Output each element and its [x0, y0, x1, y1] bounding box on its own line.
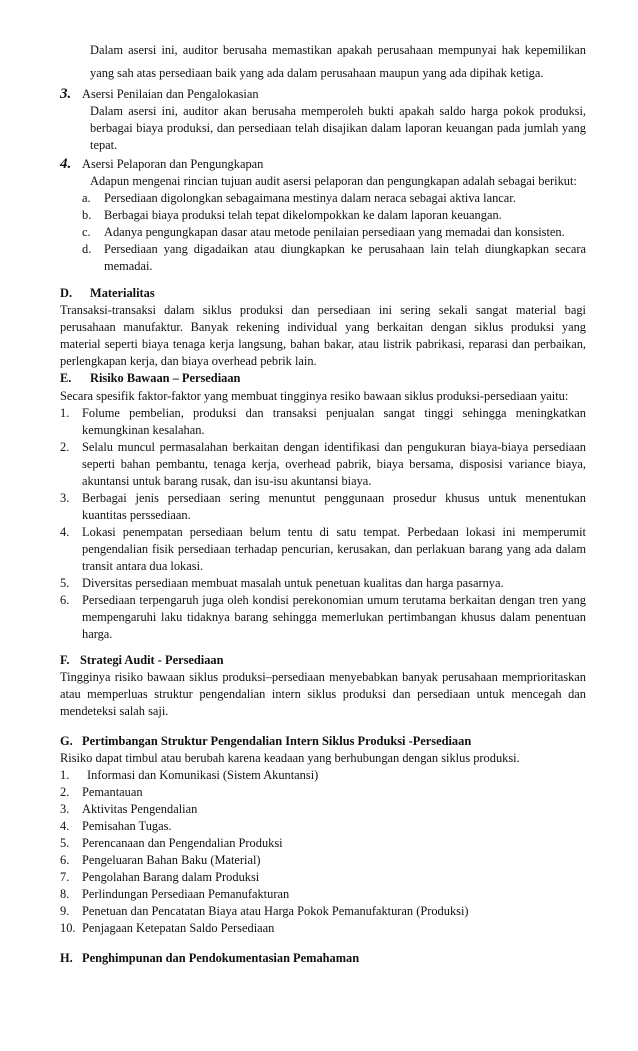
list-number: 1. [60, 768, 70, 782]
list-number: 6. [60, 593, 70, 607]
list-item-line: harga. [82, 627, 113, 641]
list-number: 7. [60, 870, 70, 884]
list-item: Perencanaan dan Pengendalian Produksi [82, 836, 283, 850]
paragraph-line: atau memperluas struktur pengendalian intern siklus produksi dan persediaan untuk mencegah dan [60, 687, 586, 701]
item-body-line: berbagai biaya produksi, dan persediaan telah disajikan dalam laporan keuangan pada jumlah yang [90, 121, 586, 135]
list-number: 8. [60, 887, 70, 901]
paragraph-line: mendeteksi salah saji. [60, 704, 169, 718]
list-number: 9. [60, 904, 70, 918]
item-body-line: Adapun mengenai rincian tujuan audit asersi pelaporan dan pengungkapan adalah sebagai berikut: [90, 174, 577, 188]
item-body-line: Dalam asersi ini, auditor akan berusaha memperoleh bukti apakah saldo harga pokok produksi, [90, 104, 586, 118]
list-number: 1. [60, 406, 70, 420]
list-item-line: Diversitas persediaan membuat masalah untuk penetuan kualitas dan harga pasarnya. [82, 576, 504, 590]
list-item: Penetuan dan Pencatatan Biaya atau Harga Pokok Pemanufakturan (Produksi) [82, 904, 469, 918]
list-number: 5. [60, 576, 70, 590]
intro-line: yang sah atas persediaan baik yang ada dalam perusahaan maupun yang ada dipihak ketiga. [90, 66, 544, 80]
section-label: H. [60, 951, 73, 965]
list-item: Pemisahan Tugas. [82, 819, 172, 833]
list-item-line: Persediaan terpengaruh juga oleh kondisi perekonomian umum terutama berkaitan dengan tren yang [82, 593, 586, 607]
list-number: 5. [60, 836, 70, 850]
sub-label: b. [82, 208, 92, 222]
list-item: Pengeluaran Bahan Baku (Material) [82, 853, 261, 867]
list-item-line: kuantitas perssediaan. [82, 508, 191, 522]
section-title: Strategi Audit - Persediaan [80, 653, 224, 667]
list-item: Penjagaan Ketepatan Saldo Persediaan [82, 921, 275, 935]
sub-label: d. [82, 242, 92, 256]
list-number: 3. [60, 802, 70, 816]
sub-item: Berbagai biaya produksi telah tepat dikelompokkan ke dalam laporan keuangan. [104, 208, 502, 222]
list-number: 4. [60, 525, 70, 539]
list-item-line: Berbagai jenis persediaan sering menuntut penggunaan prosedur khusus untuk menentukan [82, 491, 586, 505]
paragraph-line: Tingginya risiko bawaan siklus produksi–persediaan menyebabkan banyak perusahaan memprioritaskan [60, 670, 586, 684]
paragraph-line: perusahaan manufaktur. Banyak rekening individual yang berkaitan dengan siklus produksi yang [60, 320, 586, 334]
section-label: F. [60, 653, 70, 667]
intro-line: Dalam asersi ini, auditor berusaha memastikan apakah perusahaan mempunyai hak kepemilikan [90, 43, 586, 57]
list-number: 4. [60, 819, 70, 833]
section-title: Risiko Bawaan – Persediaan [90, 371, 241, 385]
item-title: Asersi Penilaian dan Pengalokasian [82, 87, 259, 101]
list-item-line: Folume pembelian, produksi dan transaksi penjualan sangat tinggi sehingga meningkatkan [82, 406, 586, 420]
section-label: E. [60, 371, 72, 385]
list-number: 10. [60, 921, 76, 935]
list-item: Aktivitas Pengendalian [82, 802, 198, 816]
paragraph-line: perlengkapan kerja, dan biaya overhead pebrik lain. [60, 354, 317, 368]
list-item-line: transit antara dua lokasi. [82, 559, 204, 573]
sub-label: c. [82, 225, 91, 239]
section-title: Pertimbangan Struktur Pengendalian Intern Siklus Produksi -Persediaan [82, 734, 472, 748]
paragraph-line: Secara spesifik faktor-faktor yang membuat tingginya resiko bawaan siklus produksi-persediaan yaitu: [60, 389, 569, 403]
sub-item: Adanya pengungkapan dasar atau metode penilaian persediaan yang memadai dan konsisten. [104, 225, 565, 239]
sub-item: Persediaan yang digadaikan atau diungkapkan ke perusahaan lain telah diungkapkan secara [104, 242, 586, 256]
list-item-line: pengendalian fisik persediaan terhadap pencurian, kerusakan, dan perlakuan barang yang ada dalam [82, 542, 586, 556]
list-number: 2. [60, 440, 70, 454]
list-item: Informasi dan Komunikasi (Sistem Akuntansi) [87, 768, 319, 782]
item-title: Asersi Pelaporan dan Pengungkapan [82, 157, 264, 171]
list-item-line: Selalu muncul permasalahan berkaitan dengan identifikasi dan pengukuran biaya-biaya persediaan [82, 440, 586, 454]
section-label: D. [60, 286, 73, 300]
list-item-line: Lokasi penempatan persediaan belum tentu di satu tempat. Perbedaan lokasi ini memperumit [82, 525, 586, 539]
list-number: 2. [60, 785, 70, 799]
section-title: Penghimpunan dan Pendokumentasian Pemahaman [82, 951, 360, 965]
item-body-line: tepat. [90, 138, 118, 152]
section-title: Materialitas [90, 286, 155, 300]
list-item-line: seperti bahan pembantu, tenaga kerja, overhead pabrik, biaya bersama, disposisi variance biaya, [82, 457, 586, 471]
list-item: Pemantauan [82, 785, 143, 799]
paragraph-line: material seperti biaya tenaga kerja langsung, bahan bakar, atau listrik pabrikasi, reparasi dan perbaikan, [60, 337, 586, 351]
list-item-line: kemungkinan kesalahan. [82, 423, 205, 437]
paragraph-line: Risiko dapat timbul atau berubah karena keadaan yang berhubungan dengan siklus produksi. [60, 751, 520, 765]
list-item-line: mempengaruhi laku tidaknya barang sehingga memerlukan pertimbangan khusus dalam penentuan [82, 610, 586, 624]
item-number: 3. [60, 86, 72, 102]
item-number: 4. [60, 156, 72, 172]
list-item: Perlindungan Persediaan Pemanufakturan [82, 887, 290, 901]
list-number: 3. [60, 491, 70, 505]
sub-label: a. [82, 191, 91, 205]
list-number: 6. [60, 853, 70, 867]
sub-item: memadai. [104, 259, 153, 273]
sub-item: Persediaan digolongkan sebagaimana mestinya dalam neraca sebagai aktiva lancar. [104, 191, 516, 205]
list-item: Pengolahan Barang dalam Produksi [82, 870, 260, 884]
section-label: G. [60, 734, 73, 748]
paragraph-line: Transaksi-transaksi dalam siklus produksi dan persediaan ini sering sekali sangat material bagi [60, 303, 586, 317]
list-item-line: akuntansi untuk barang rusak, dan isu-isu akuntansi biaya. [82, 474, 372, 488]
